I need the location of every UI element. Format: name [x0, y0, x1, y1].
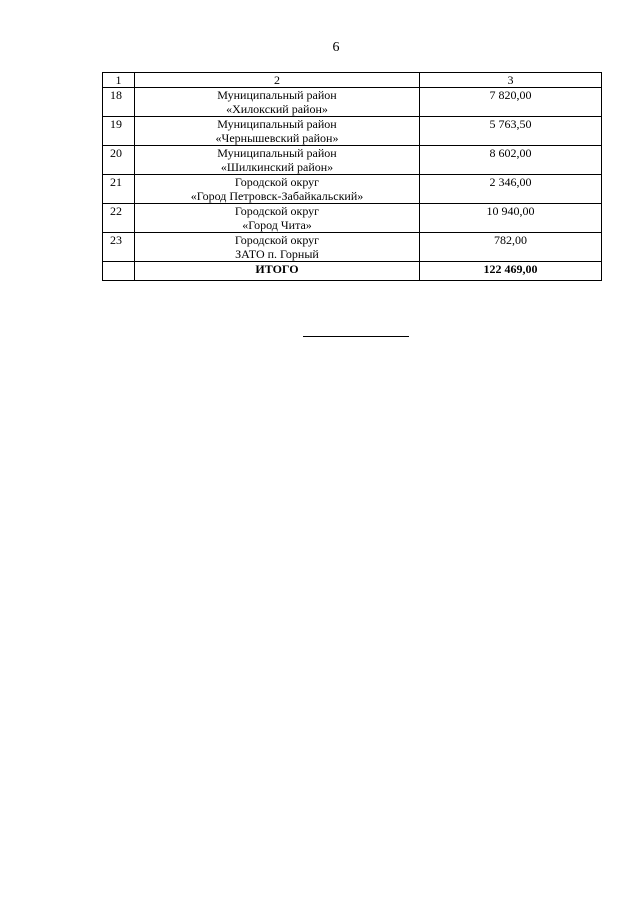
total-label: ИТОГО: [135, 262, 420, 281]
row-value: 2 346,00: [420, 175, 602, 204]
row-name-line1: Городской округ: [234, 175, 320, 189]
table-row: [103, 146, 602, 175]
row-value: 7 820,00: [420, 88, 602, 117]
table-header-row: [103, 73, 602, 88]
row-value: 5 763,50: [420, 117, 602, 146]
row-name: [135, 204, 420, 233]
end-divider-line: [303, 336, 409, 337]
table-row: [103, 117, 602, 146]
allocation-table: [102, 72, 602, 281]
row-name-line1: Муниципальный район: [217, 88, 337, 102]
row-number: 20: [103, 146, 135, 175]
row-value: 8 602,00: [420, 146, 602, 175]
row-name-line1: Городской округ: [234, 233, 320, 247]
row-name-line2: «Хилокский район»: [226, 102, 328, 116]
row-name-line2: ЗАТО п. Горный: [235, 247, 319, 261]
row-name-line2: «Чернышевский район»: [215, 131, 339, 145]
table-row: [103, 233, 602, 262]
row-name: [135, 146, 420, 175]
row-number: 23: [103, 233, 135, 262]
row-value: 782,00: [420, 233, 602, 262]
row-number: 21: [103, 175, 135, 204]
table-row: [103, 88, 602, 117]
total-empty-cell: [103, 262, 135, 281]
header-cell-1: 1: [103, 73, 135, 88]
row-name: [135, 117, 420, 146]
header-cell-3: 3: [420, 73, 602, 88]
row-name: [135, 175, 420, 204]
row-name-line2: «Шилкинский район»: [220, 160, 334, 174]
total-value: 122 469,00: [420, 262, 602, 281]
row-name: [135, 88, 420, 117]
row-number: 19: [103, 117, 135, 146]
table-row: [103, 175, 602, 204]
table-total-row: [103, 262, 602, 281]
row-name-line1: Городской округ: [234, 204, 320, 218]
row-value: 10 940,00: [420, 204, 602, 233]
row-number: 22: [103, 204, 135, 233]
row-name: [135, 233, 420, 262]
header-cell-2: 2: [135, 73, 420, 88]
row-name-line2: «Город Петровск-Забайкальский»: [190, 189, 364, 203]
row-name-line1: Муниципальный район: [217, 117, 337, 131]
row-name-line1: Муниципальный район: [217, 146, 337, 160]
page-number: 6: [332, 40, 340, 55]
row-name-line2: «Город Чита»: [242, 218, 312, 232]
table-row: [103, 204, 602, 233]
row-number: 18: [103, 88, 135, 117]
